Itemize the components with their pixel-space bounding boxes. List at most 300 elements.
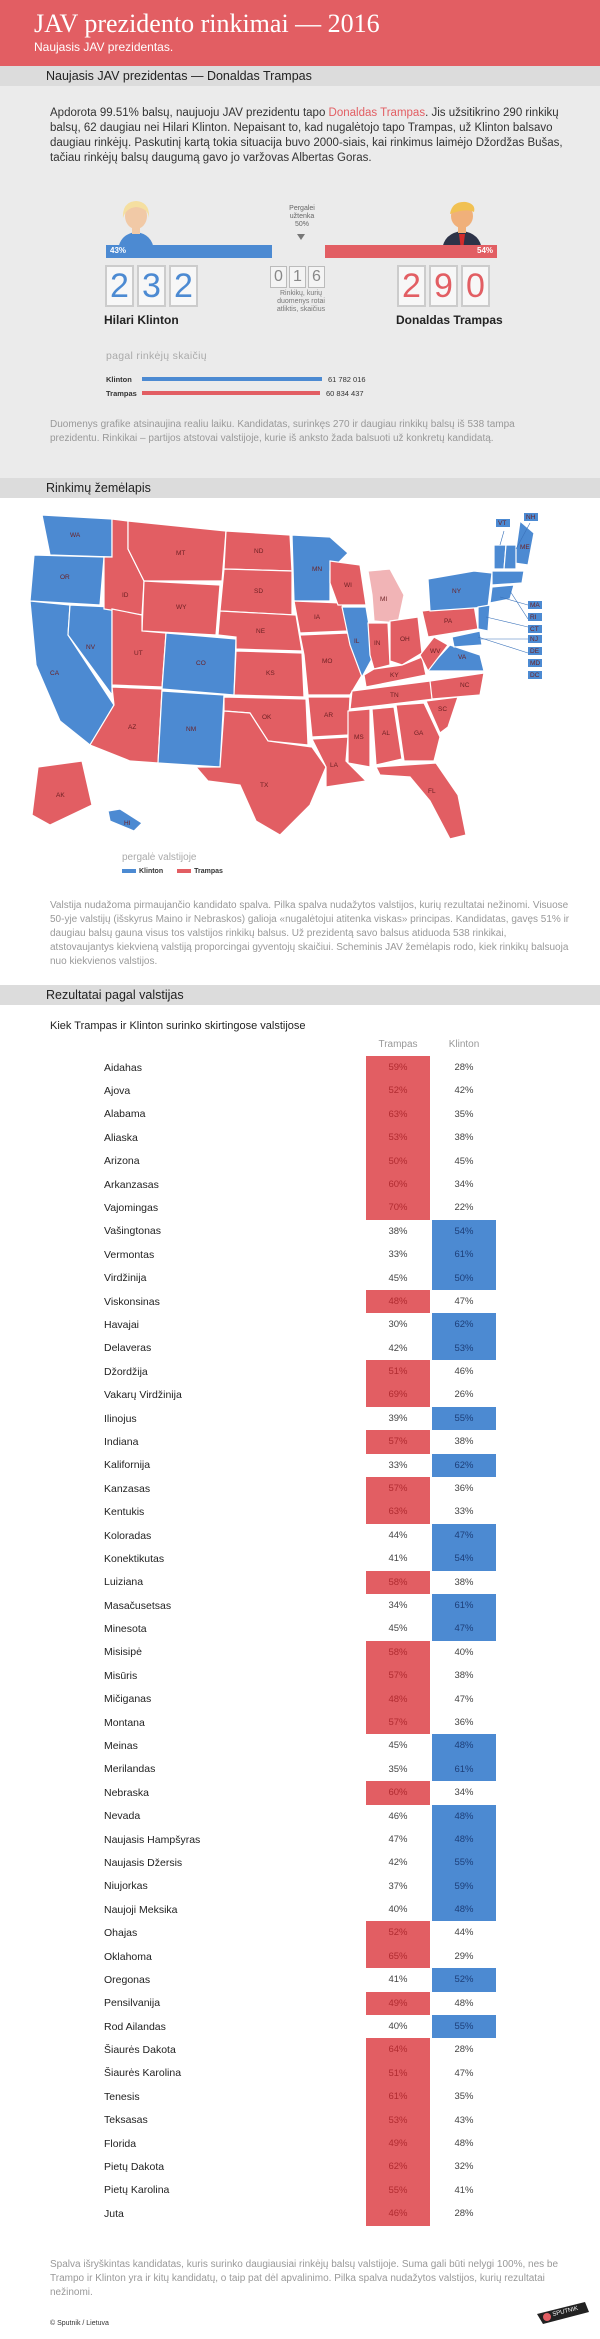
legend-item-clinton bbox=[122, 868, 163, 875]
trump-share: 59% bbox=[366, 1056, 430, 1079]
trump-share: 45% bbox=[388, 1272, 408, 1284]
table-row bbox=[104, 1196, 504, 1219]
map-label-WI: WI bbox=[344, 582, 352, 589]
map-legend bbox=[122, 852, 223, 875]
page-title: JAV prezidento rinkimai — 2016 bbox=[34, 9, 380, 38]
clinton-share: 38% bbox=[454, 1576, 474, 1588]
map-label-CA: CA bbox=[50, 670, 60, 677]
table-row bbox=[104, 1921, 504, 1944]
threshold-label: Pergalei užtenka 50% bbox=[289, 205, 315, 228]
table-row bbox=[104, 2179, 504, 2202]
column-header-trump: Trampas bbox=[378, 1039, 418, 1050]
trump-share: 40% bbox=[388, 2021, 408, 2033]
counter-digit: 2 bbox=[397, 265, 426, 307]
state-name: Naujoji Meksika bbox=[104, 1903, 178, 1916]
map-label-NC: NC bbox=[460, 682, 470, 689]
trump-share: 34% bbox=[388, 1599, 408, 1611]
map-label-LA: LA bbox=[330, 762, 338, 769]
trump-share: 50% bbox=[366, 1150, 430, 1173]
map-state-NC bbox=[430, 673, 484, 699]
state-name: Pensilvanija bbox=[104, 1997, 161, 2010]
clinton-share: 40% bbox=[454, 1646, 474, 1658]
counter-digit: 2 bbox=[105, 265, 134, 307]
map-label-KY: KY bbox=[390, 672, 399, 679]
clinton-share: 47% bbox=[432, 1524, 496, 1547]
trump-electoral-bar bbox=[325, 245, 497, 258]
map-label-MI: MI bbox=[380, 596, 388, 603]
state-name: Meinas bbox=[104, 1740, 138, 1753]
table-row bbox=[104, 1641, 504, 1664]
table-row bbox=[104, 1875, 504, 1898]
trump-share: 48% bbox=[366, 1290, 430, 1313]
state-name: Vajomingas bbox=[104, 1202, 159, 1215]
column-header-clinton: Klinton bbox=[448, 1039, 480, 1050]
counter-digit: 3 bbox=[137, 265, 166, 307]
state-name: Ilinojus bbox=[104, 1412, 137, 1425]
table-row bbox=[104, 1968, 504, 1991]
clinton-share: 46% bbox=[454, 1366, 474, 1378]
trump-share: 57% bbox=[366, 1430, 430, 1453]
popular-vote-bar bbox=[142, 377, 322, 381]
trump-share: 46% bbox=[388, 1810, 408, 1822]
state-name: Teksasas bbox=[104, 2114, 148, 2127]
popular-vote-label: pagal rinkėjų skaičių bbox=[106, 350, 207, 362]
table-row bbox=[104, 1337, 504, 1360]
map-note: Valstija nudažoma pirmaujančio kandidato spalva. Pilka spalva nudažytos valstijos, kurių rezultatai nežinomi. Visuose 50-yje valstijų (išskyrus Maino ir Nebraskos) galioja «nugalėtojui atitenka viskas» principas. Kandidatas, gavęs 51% ir daugiau balsų gauna visus tos valstijos rinkikų balsus. Už prezidentą savo balsus atiduoda 538 rinkikai, atstovaujantys kiekvieną valstiją proporcingai gyventojų skaičiui. Scheminis JAV žemėlapis rodo, kiek rinkikų balsuoja nuo kiekvienos valstijos. bbox=[50, 900, 570, 967]
popular-vote-count: 61 782 016 bbox=[328, 374, 366, 384]
trump-share: 35% bbox=[388, 1763, 408, 1775]
table-row bbox=[104, 1103, 504, 1126]
remaining-label: Rinkikų, kurių duomenys rotai atliktis, skaičius bbox=[276, 290, 326, 313]
table-title: Kiek Trampas ir Klinton surinko skirtingose valstijose bbox=[50, 1020, 306, 1032]
table-row bbox=[104, 1173, 504, 1196]
clinton-share: 55% bbox=[432, 1851, 496, 1874]
state-name: Luiziana bbox=[104, 1576, 144, 1589]
state-name: Vakarų Virdžinija bbox=[104, 1389, 182, 1402]
trump-share: 41% bbox=[388, 1553, 408, 1565]
state-name: Šiaurės Dakota bbox=[104, 2044, 176, 2057]
clinton-share: 22% bbox=[454, 1202, 474, 1214]
counter-digit: 9 bbox=[429, 265, 458, 307]
state-name: Ohajas bbox=[104, 1927, 138, 1940]
table-row bbox=[104, 1688, 504, 1711]
clinton-share: 62% bbox=[432, 1454, 496, 1477]
state-name: Misisipė bbox=[104, 1646, 142, 1659]
table-note: Spalva išryškintas kandidatas, kuris surinko daugiausiai rinkėjų balsų valstijoje. Suma gali būti nelygi 100%, nes be Trampo ir Klinton yra ir kitų kandidatų, o taip pat dėl apvalinimo. Pilka spalva nudažytos valstijos, kurių rezultatai nežinomi. bbox=[50, 2259, 559, 2298]
state-name: Kalifornija bbox=[104, 1459, 151, 1472]
map-label-GA: GA bbox=[414, 730, 424, 737]
map-label-IA: IA bbox=[314, 614, 321, 621]
popular-vote-name: Trampas bbox=[106, 388, 137, 398]
map-label-KS: KS bbox=[266, 670, 275, 677]
table-row bbox=[104, 1290, 504, 1313]
state-name: Merilandas bbox=[104, 1763, 156, 1776]
table-row bbox=[104, 1383, 504, 1406]
legend-text-clinton: Klinton bbox=[139, 868, 164, 875]
clinton-share: 45% bbox=[454, 1155, 474, 1167]
election-map bbox=[30, 505, 570, 845]
clinton-name: Hilari Klinton bbox=[104, 313, 179, 327]
table-row bbox=[104, 1898, 504, 1921]
legend-row bbox=[122, 868, 223, 875]
map-label-ID: ID bbox=[122, 592, 129, 599]
table-row bbox=[104, 1805, 504, 1828]
map-label-PA: PA bbox=[444, 618, 453, 625]
map-label-AK: AK bbox=[56, 792, 65, 799]
state-name: Pietų Dakota bbox=[104, 2161, 165, 2174]
state-name: Niujorkas bbox=[104, 1880, 148, 1893]
map-state-NH bbox=[504, 545, 516, 569]
popular-vote-section bbox=[106, 350, 406, 400]
map-label-AL: AL bbox=[382, 730, 390, 737]
svg-text:SPUTNIK: SPUTNIK bbox=[552, 2305, 579, 2318]
state-name: Virdžinija bbox=[104, 1272, 147, 1285]
clinton-share: 44% bbox=[454, 1927, 474, 1939]
table-row bbox=[104, 1594, 504, 1617]
map-label-HI: HI bbox=[124, 820, 131, 827]
state-name: Konektikutas bbox=[104, 1552, 165, 1565]
trump-share: 33% bbox=[388, 1249, 408, 1261]
trump-share: 52% bbox=[366, 1921, 430, 1944]
header bbox=[0, 0, 600, 66]
state-name: Vermontas bbox=[104, 1248, 155, 1261]
map-state-ME bbox=[514, 521, 534, 565]
section-header-results: Rezultatai pagal valstijas bbox=[0, 985, 600, 1005]
map-state-FL bbox=[376, 763, 466, 839]
clinton-share: 38% bbox=[454, 1132, 474, 1144]
map-state-MD bbox=[452, 631, 482, 647]
popular-vote-row-clinton bbox=[106, 372, 406, 386]
state-name: Oklahoma bbox=[104, 1950, 152, 1963]
table-row bbox=[104, 1664, 504, 1687]
counter-digit: 0 bbox=[270, 266, 287, 288]
trump-share: 58% bbox=[366, 1571, 430, 1594]
map-label-TN: TN bbox=[390, 692, 399, 699]
state-name: Aidahas bbox=[104, 1061, 142, 1074]
clinton-share: 36% bbox=[454, 1483, 474, 1495]
state-name: Pietų Karolina bbox=[104, 2184, 170, 2197]
trump-electoral-counter bbox=[397, 265, 490, 307]
trump-share: 42% bbox=[388, 1857, 408, 1869]
clinton-share: 47% bbox=[454, 1295, 474, 1307]
table-row bbox=[104, 1945, 504, 1968]
map-label-WV: WV bbox=[430, 648, 441, 655]
counter-digit: 1 bbox=[289, 266, 306, 288]
map-label-MS: MS bbox=[354, 734, 364, 741]
clinton-share: 48% bbox=[432, 1805, 496, 1828]
table-row bbox=[104, 1571, 504, 1594]
table-row bbox=[104, 1781, 504, 1804]
clinton-share: 50% bbox=[432, 1267, 496, 1290]
trump-share: 63% bbox=[366, 1103, 430, 1126]
map-state-NJ bbox=[478, 605, 490, 631]
clinton-share: 55% bbox=[432, 1407, 496, 1430]
clinton-share: 35% bbox=[454, 2091, 474, 2103]
clinton-share: 61% bbox=[432, 1594, 496, 1617]
map-label-NH: NH bbox=[526, 514, 536, 521]
table-row bbox=[104, 1500, 504, 1523]
trump-share: 47% bbox=[388, 1833, 408, 1845]
trump-share: 69% bbox=[366, 1383, 430, 1406]
trump-portrait bbox=[430, 196, 494, 250]
remaining-electoral-counter bbox=[270, 266, 325, 288]
clinton-share: 34% bbox=[454, 1787, 474, 1799]
trump-share: 58% bbox=[366, 1641, 430, 1664]
map-label-CO: CO bbox=[196, 660, 206, 667]
clinton-share: 48% bbox=[454, 2137, 474, 2149]
trump-share: 70% bbox=[366, 1196, 430, 1219]
counter-digit: 0 bbox=[461, 265, 490, 307]
clinton-share: 61% bbox=[432, 1758, 496, 1781]
table-row bbox=[104, 2202, 504, 2225]
section-header-map: Rinkimų žemėlapis bbox=[0, 478, 600, 498]
clinton-share: 28% bbox=[454, 2044, 474, 2056]
map-label-OH: OH bbox=[400, 636, 410, 643]
clinton-share: 61% bbox=[432, 1243, 496, 1266]
trump-share: 33% bbox=[388, 1459, 408, 1471]
map-label-FL: FL bbox=[428, 788, 436, 795]
table-row bbox=[104, 2015, 504, 2038]
trump-share: 39% bbox=[388, 1412, 408, 1424]
intro-part-1: Apdorota 99.51% balsų, naujuoju JAV prezidentu tapo bbox=[50, 107, 329, 119]
map-label-MN: MN bbox=[312, 566, 323, 573]
trump-share: 53% bbox=[366, 2109, 430, 2132]
map-label-MD: MD bbox=[530, 660, 541, 667]
clinton-share: 62% bbox=[432, 1313, 496, 1336]
map-label-NM: NM bbox=[186, 726, 197, 733]
state-name: Rod Ailandas bbox=[104, 2020, 166, 2033]
trump-name: Donaldas Trampas bbox=[396, 313, 503, 327]
state-name: Koloradas bbox=[104, 1529, 152, 1542]
page-subtitle: Naujasis JAV prezidentas. bbox=[34, 40, 174, 54]
popular-vote-row-trump bbox=[106, 386, 406, 400]
trump-share: 60% bbox=[366, 1173, 430, 1196]
clinton-share: 33% bbox=[454, 1506, 474, 1518]
state-name: Kentukis bbox=[104, 1506, 145, 1519]
popular-vote-bar bbox=[142, 391, 320, 395]
popular-vote-count: 60 834 437 bbox=[326, 388, 364, 398]
state-name: Alabama bbox=[104, 1108, 146, 1121]
map-label-VT: VT bbox=[498, 520, 507, 527]
map-label-MO: MO bbox=[322, 658, 333, 665]
state-name: Nebraska bbox=[104, 1786, 149, 1799]
trump-share: 65% bbox=[366, 1945, 430, 1968]
clinton-electoral-bar bbox=[106, 245, 272, 258]
table-row bbox=[104, 1126, 504, 1149]
section-header-winner: Naujasis JAV prezidentas — Donaldas Trampas bbox=[0, 66, 600, 86]
table-row bbox=[104, 1267, 504, 1290]
table-row bbox=[104, 1477, 504, 1500]
clinton-share: 48% bbox=[432, 1898, 496, 1921]
map-label-OK: OK bbox=[262, 714, 272, 721]
table-row bbox=[104, 1243, 504, 1266]
legend-item-trump bbox=[177, 868, 223, 875]
clinton-share: 48% bbox=[454, 1997, 474, 2009]
table-row bbox=[104, 1056, 504, 1079]
table-row bbox=[104, 1313, 504, 1336]
clinton-share: 38% bbox=[454, 1436, 474, 1448]
clinton-share: 28% bbox=[454, 1062, 474, 1073]
state-name: Kanzasas bbox=[104, 1482, 151, 1495]
clinton-share: 36% bbox=[454, 1716, 474, 1728]
table-row bbox=[104, 1828, 504, 1851]
table-row bbox=[104, 2155, 504, 2178]
map-label-DC: DC bbox=[530, 672, 540, 679]
table-row bbox=[104, 1150, 504, 1173]
state-name: Arizona bbox=[104, 1155, 140, 1168]
trump-share: 30% bbox=[388, 1319, 408, 1331]
trump-share: 53% bbox=[366, 1126, 430, 1149]
state-name: Tenesis bbox=[104, 2090, 140, 2103]
clinton-percent: 43% bbox=[110, 246, 127, 255]
clinton-share: 34% bbox=[454, 1178, 474, 1190]
map-label-DE: DE bbox=[530, 648, 540, 655]
realtime-note: Duomenys grafike atsinaujina realiu laiku. Kandidatas, surinkęs 270 ir daugiau rinkikų balsų iš 538 tampa prezidentu. Rinkikai – partijos atstovai valstijoje, kurie iš anksto žada balsuoti už konkretų kandidatą. bbox=[50, 419, 515, 444]
map-label-AR: AR bbox=[324, 712, 334, 719]
clinton-electoral-counter bbox=[105, 265, 198, 307]
counter-digit: 6 bbox=[308, 266, 325, 288]
counter-digit: 2 bbox=[169, 265, 198, 307]
table-row bbox=[104, 2132, 504, 2155]
state-name: Montana bbox=[104, 1716, 145, 1729]
clinton-share: 59% bbox=[432, 1875, 496, 1898]
table-row bbox=[104, 1851, 504, 1874]
clinton-share: 48% bbox=[432, 1828, 496, 1851]
table-row bbox=[104, 1758, 504, 1781]
table-row bbox=[104, 1547, 504, 1570]
state-name: Delaveras bbox=[104, 1342, 152, 1355]
trump-share: 63% bbox=[366, 1500, 430, 1523]
trump-share: 45% bbox=[388, 1740, 408, 1752]
table-row bbox=[104, 1711, 504, 1734]
map-label-CT: CT bbox=[530, 626, 539, 633]
state-name: Nevada bbox=[104, 1810, 141, 1823]
trump-share: 51% bbox=[366, 2062, 430, 2085]
state-name: Florida bbox=[104, 2137, 137, 2150]
map-state-CT bbox=[490, 585, 514, 603]
trump-share: 40% bbox=[388, 1904, 408, 1916]
trump-share: 61% bbox=[366, 2085, 430, 2108]
map-label-NE: NE bbox=[256, 628, 266, 635]
map-label-SD: SD bbox=[254, 588, 264, 595]
map-label-MT: MT bbox=[176, 550, 186, 557]
state-name: Havajai bbox=[104, 1318, 140, 1331]
state-name: Aliaska bbox=[104, 1131, 138, 1144]
trump-share: 55% bbox=[366, 2179, 430, 2202]
intro-part-2: . Jis užsitikrino 290 rinkikų balsų, 62 daugiau nei Hilari Klinton. Nepaisant to, kad nugalėtojo tapo Trampas, už Klinton balsavo daugiau rinkėjų. Paskutinį kartą tokia situacija buvo 2000-siais, kai rinkimus laimėjo Džordžas Bušas, tačiau rinkėjų balsų daugumą gavo jo varžovas Albertas Goras. bbox=[50, 107, 563, 164]
state-name: Naujasis Hampšyras bbox=[104, 1833, 201, 1846]
intro-highlight: Donaldas Trampas bbox=[328, 107, 426, 119]
trump-share: 37% bbox=[388, 1880, 408, 1892]
table-row bbox=[104, 1454, 504, 1477]
state-name: Misūris bbox=[104, 1669, 138, 1682]
trump-share: 38% bbox=[388, 1225, 408, 1237]
legend-label: pergalė valstijoje bbox=[122, 852, 197, 863]
clinton-share: 55% bbox=[432, 2015, 496, 2038]
state-name: Naujasis Džersis bbox=[104, 1856, 183, 1869]
clinton-share: 29% bbox=[454, 1950, 474, 1962]
table-row bbox=[104, 2038, 504, 2061]
table-row bbox=[104, 1407, 504, 1430]
state-name: Minesota bbox=[104, 1623, 147, 1636]
trump-share: 48% bbox=[366, 1688, 430, 1711]
us-map-svg bbox=[30, 505, 570, 845]
state-name: Šiaurės Karolina bbox=[104, 2067, 182, 2080]
clinton-share: 47% bbox=[454, 1693, 474, 1705]
clinton-share: 47% bbox=[454, 2067, 474, 2079]
map-label-TX: TX bbox=[260, 782, 269, 789]
table-row bbox=[104, 1524, 504, 1547]
clinton-share: 53% bbox=[432, 1337, 496, 1360]
clinton-share: 41% bbox=[454, 2184, 474, 2196]
credit: © Sputnik / Lietuva bbox=[50, 2320, 109, 2327]
clinton-share: 28% bbox=[454, 2208, 474, 2220]
table-row bbox=[104, 2085, 504, 2108]
trump-share: 57% bbox=[366, 1711, 430, 1734]
table-row bbox=[104, 2062, 504, 2085]
clinton-share: 38% bbox=[454, 1670, 474, 1682]
map-label-WY: WY bbox=[176, 604, 187, 611]
clinton-share: 26% bbox=[454, 1389, 474, 1401]
table-row bbox=[104, 1617, 504, 1640]
map-label-VA: VA bbox=[458, 654, 467, 661]
trump-share: 52% bbox=[366, 1079, 430, 1102]
map-label-NV: NV bbox=[86, 644, 96, 651]
trump-share: 41% bbox=[388, 1974, 408, 1986]
map-label-AZ: AZ bbox=[128, 724, 137, 731]
trump-share: 49% bbox=[366, 1992, 430, 2015]
clinton-share: 47% bbox=[432, 1617, 496, 1640]
threshold-marker-icon bbox=[297, 234, 305, 240]
table-row bbox=[104, 1220, 504, 1243]
trump-share: 49% bbox=[366, 2132, 430, 2155]
map-label-IN: IN bbox=[374, 640, 381, 647]
state-name: Ajova bbox=[104, 1085, 131, 1098]
trump-share: 46% bbox=[366, 2202, 430, 2225]
clinton-share: 32% bbox=[454, 2161, 474, 2173]
map-label-NJ: NJ bbox=[530, 636, 538, 643]
state-name: Masačusetsas bbox=[104, 1599, 172, 1612]
sputnik-logo bbox=[531, 2296, 593, 2326]
table-row bbox=[104, 1992, 504, 2015]
state-name: Vašingtonas bbox=[104, 1225, 162, 1238]
clinton-share: 52% bbox=[432, 1968, 496, 1991]
table-row bbox=[104, 2109, 504, 2132]
table-row bbox=[104, 1734, 504, 1757]
trump-share: 57% bbox=[366, 1664, 430, 1687]
trump-share: 62% bbox=[366, 2155, 430, 2178]
table-row bbox=[104, 1079, 504, 1102]
clinton-share: 43% bbox=[454, 2114, 474, 2126]
clinton-portrait bbox=[104, 196, 168, 250]
map-label-RI: RI bbox=[530, 614, 537, 621]
trump-share: 44% bbox=[388, 1529, 408, 1541]
map-label-OR: OR bbox=[60, 574, 70, 581]
map-state-MA bbox=[492, 571, 524, 585]
clinton-share: 48% bbox=[432, 1734, 496, 1757]
popular-vote-name: Klinton bbox=[106, 374, 132, 384]
trump-share: 51% bbox=[366, 1360, 430, 1383]
clinton-share: 54% bbox=[432, 1547, 496, 1570]
state-name: Viskonsinas bbox=[104, 1295, 160, 1308]
map-label-ND: ND bbox=[254, 548, 264, 555]
state-name: Juta bbox=[104, 2207, 124, 2220]
trump-share: 45% bbox=[388, 1623, 408, 1635]
trump-share: 57% bbox=[366, 1477, 430, 1500]
state-name: Mičiganas bbox=[104, 1693, 152, 1706]
map-label-ME: ME bbox=[520, 544, 530, 551]
intro-text bbox=[50, 106, 570, 166]
